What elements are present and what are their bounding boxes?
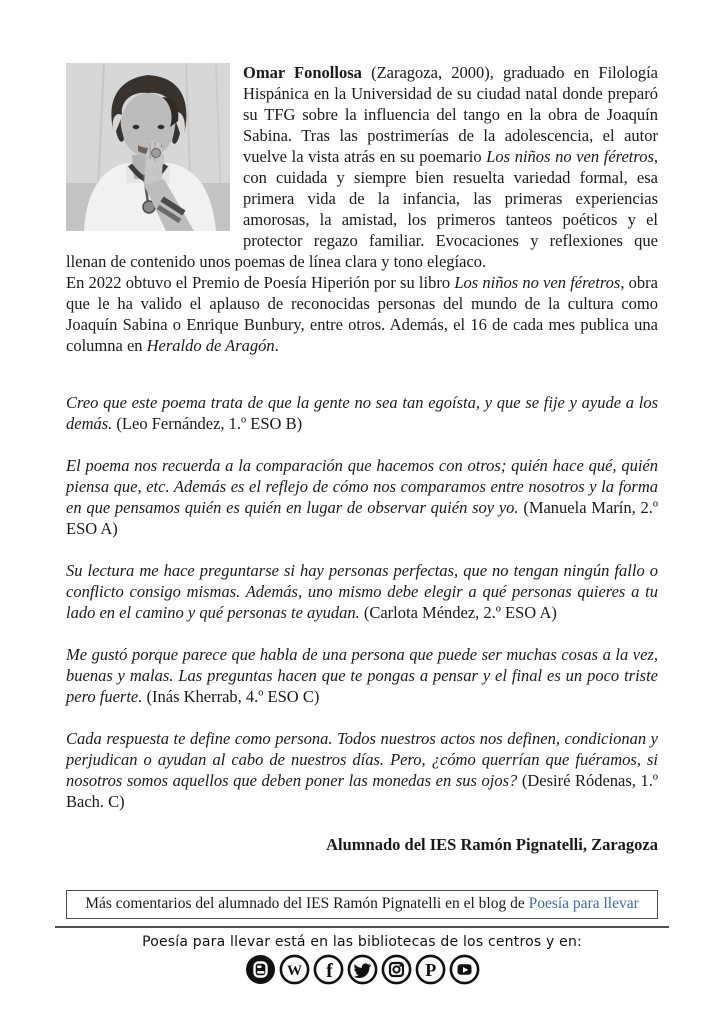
quote-attribution: (Carlota Méndez, 2.º ESO A) [359,603,557,622]
portrait-image [66,63,230,231]
quote-attribution: (Leo Fernández, 1.º ESO B) [112,414,303,433]
book-title: Los niños no ven féretros [486,147,654,166]
pinterest-icon[interactable] [414,953,447,986]
wordpress-icon[interactable] [278,953,311,986]
bio-text: (Zaragoza, 2000), graduado en Filología Hispánica en la Universidad de su ciudad natal donde preparó su TFG sobre la influencia del tango en la obra de Joaquín Sabina. Tras las postrimerías de la adolescencia, el autor vuelve la vista atrás en su poemario [243,63,658,166]
page-footer [55,926,669,986]
comments-box-text: Más comentarios del alumnado del IES Ramón Pignatelli en el blog de [85,895,529,912]
quote-1 [66,392,658,434]
twitter-icon[interactable] [346,953,379,986]
svg-text:f: f [325,960,333,982]
quote-3 [66,560,658,623]
bio-text: , con cuidada y siempre bien resuelta variedad formal, esa primera vida de la infancia, las primeras experiencias amorosas, la amistad, los primeros tanteos poéticos y el protector regazo familiar. Evocaciones y reflexiones que llenan de contenido unos poemas de línea clara y tono elegíaco. [66,147,658,271]
comments-box [66,890,658,919]
author-name: Omar Fonollosa [243,63,362,82]
svg-text:P: P [424,960,436,980]
bio-text: , obra que le ha valido el aplauso de reconocidas personas del mundo de la cultura como Joaquín Sabina o Enrique Bunbury, entre otros. Además, el 16 de cada mes publica una columna en [66,273,658,355]
svg-text:W: W [286,963,302,979]
quote-text: El poema nos recuerda a la comparación que hacemos con otros; quién hace qué, quién piensa que, etc. Además es el reflejo de cómo nos comparamos entre nosotros y la forma en que pensamos quién es quién en lugar de observar quién soy yo. [66,456,658,517]
quote-4 [66,644,658,707]
newspaper-title: Heraldo de Aragón [146,336,275,355]
quote-5 [66,728,658,812]
footer-caption: Poesía para llevar está en las bibliotecas de los centros y en: [142,934,582,950]
quote-attribution: (Desiré Ródenas, 1.º Bach. C) [66,771,659,811]
author-photo [66,63,230,231]
bio-text: . [274,336,279,355]
instagram-icon[interactable] [380,953,413,986]
facebook-icon[interactable] [312,953,345,986]
quote-text: Cada respuesta te define como persona. Todos nuestros actos nos definen, condicionan y perjudican o ayudan al cabo de nuestros días. Pero, ¿cómo querrían que fuéramos, si nosotros somos aquellos que deben poner las monedas en sus ojos? [66,729,658,790]
collective-attribution: Alumnado del IES Ramón Pignatelli, Zaragoza [326,835,658,854]
blogger-icon[interactable] [244,953,277,986]
student-quotes [66,392,658,812]
quote-2 [66,455,658,539]
bio-paragraph-2 [66,272,658,356]
book-title: Los niños no ven féretros [454,273,621,292]
quote-text: Me gustó porque parece que habla de una persona que puede ser muchas cosas a la vez, buenas y malas. Las preguntas hacen que te pongas a pensar y el final es un poco triste pero fuerte. [66,645,658,706]
quote-text: Creo que este poema trata de que la gente no sea tan egoísta, y que se fije y ayude a los demás. [66,393,658,433]
quote-text: Su lectura me hace preguntarse si hay personas perfectas, que no tengan ningún fallo o conflicto consigo mismas. Además, uno mismo debe elegir a qué personas quieres a tu lado en el camino y qué personas te ayudan. [66,561,658,622]
bio-text: En 2022 obtuvo el Premio de Poesía Hiperión por su libro [66,273,455,292]
blog-link[interactable]: Poesía para llevar [528,895,639,912]
social-icons-row [55,953,669,986]
quote-attribution: (Inás Kherrab, 4.º ESO C) [142,687,320,706]
youtube-icon[interactable] [448,953,481,986]
quote-attribution: (Manuela Marín, 2.º ESO A) [66,498,658,538]
